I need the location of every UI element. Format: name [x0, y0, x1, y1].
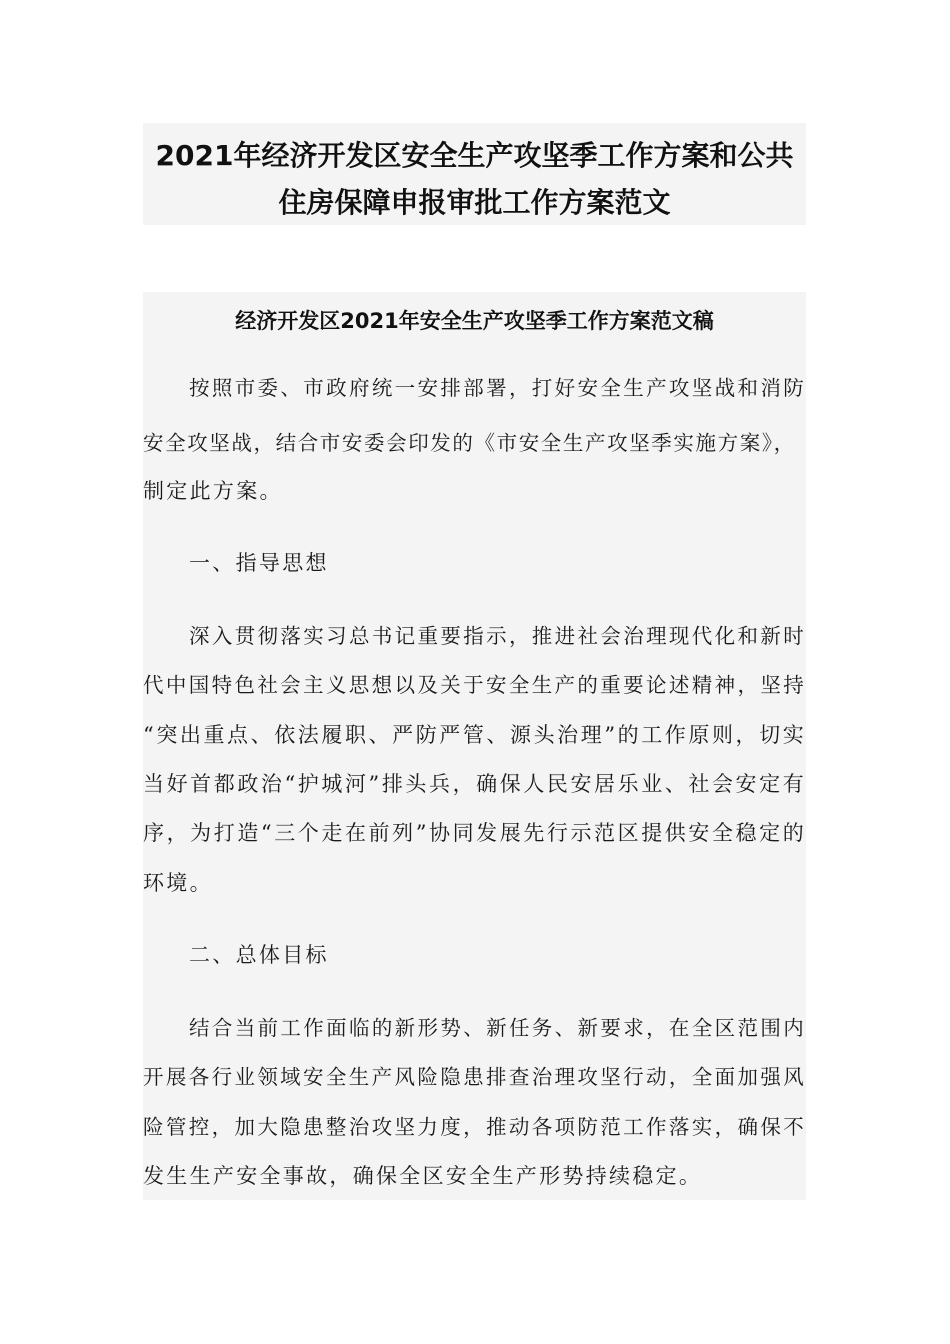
section-heading-guiding-thought: 一、指导思想: [189, 551, 329, 575]
paragraph-goal-line: 结合当前工作面临的新形势、新任务、新要求，在全区范围内: [189, 1016, 806, 1040]
paragraph-intro-line: 制定此方案。: [143, 479, 283, 503]
paragraph-guiding-line: 代中国特色社会主义思想以及关于安全生产的重要论述精神，坚持: [143, 673, 806, 697]
section-heading-overall-goal: 二、总体目标: [189, 943, 329, 967]
paragraph-goal-line: 险管控，加大隐患整治攻坚力度，推动各项防范工作落实，确保不: [143, 1115, 806, 1139]
paragraph-intro-line: 按照市委、市政府统一安排部署，打好安全生产攻坚战和消防: [189, 376, 806, 400]
paragraph-guiding-line: 序，为打造“三个走在前列”协同发展先行示范区提供安全稳定的: [143, 821, 806, 845]
document-title-line-2: 住房保障申报审批工作方案范文: [278, 186, 671, 219]
paragraph-intro-line: 安全攻坚战，结合市安委会印发的《市安全生产攻坚季实施方案》，: [143, 431, 796, 455]
document-subtitle: 经济开发区2021年安全生产攻坚季工作方案范文稿: [235, 309, 714, 333]
paragraph-goal-line: 发生生产安全事故，确保全区安全生产形势持续稳定。: [143, 1164, 703, 1188]
document-body: [143, 292, 806, 1200]
paragraph-goal-line: 开展各行业领域安全生产风险隐患排查治理攻坚行动，全面加强风: [143, 1065, 806, 1089]
paragraph-guiding-line: “突出重点、依法履职、严防严管、源头治理”的工作原则，切实: [143, 723, 806, 747]
paragraph-guiding-line: 环境。: [143, 871, 213, 895]
document-title-block: [143, 123, 806, 225]
paragraph-guiding-line: 当好首都政治“护城河”排头兵，确保人民安居乐业、社会安定有: [143, 772, 806, 796]
paragraph-guiding-line: 深入贯彻落实习总书记重要指示，推进社会治理现代化和新时: [189, 624, 806, 648]
document-title-line-1: 2021年经济开发区安全生产攻坚季工作方案和公共: [155, 139, 794, 172]
